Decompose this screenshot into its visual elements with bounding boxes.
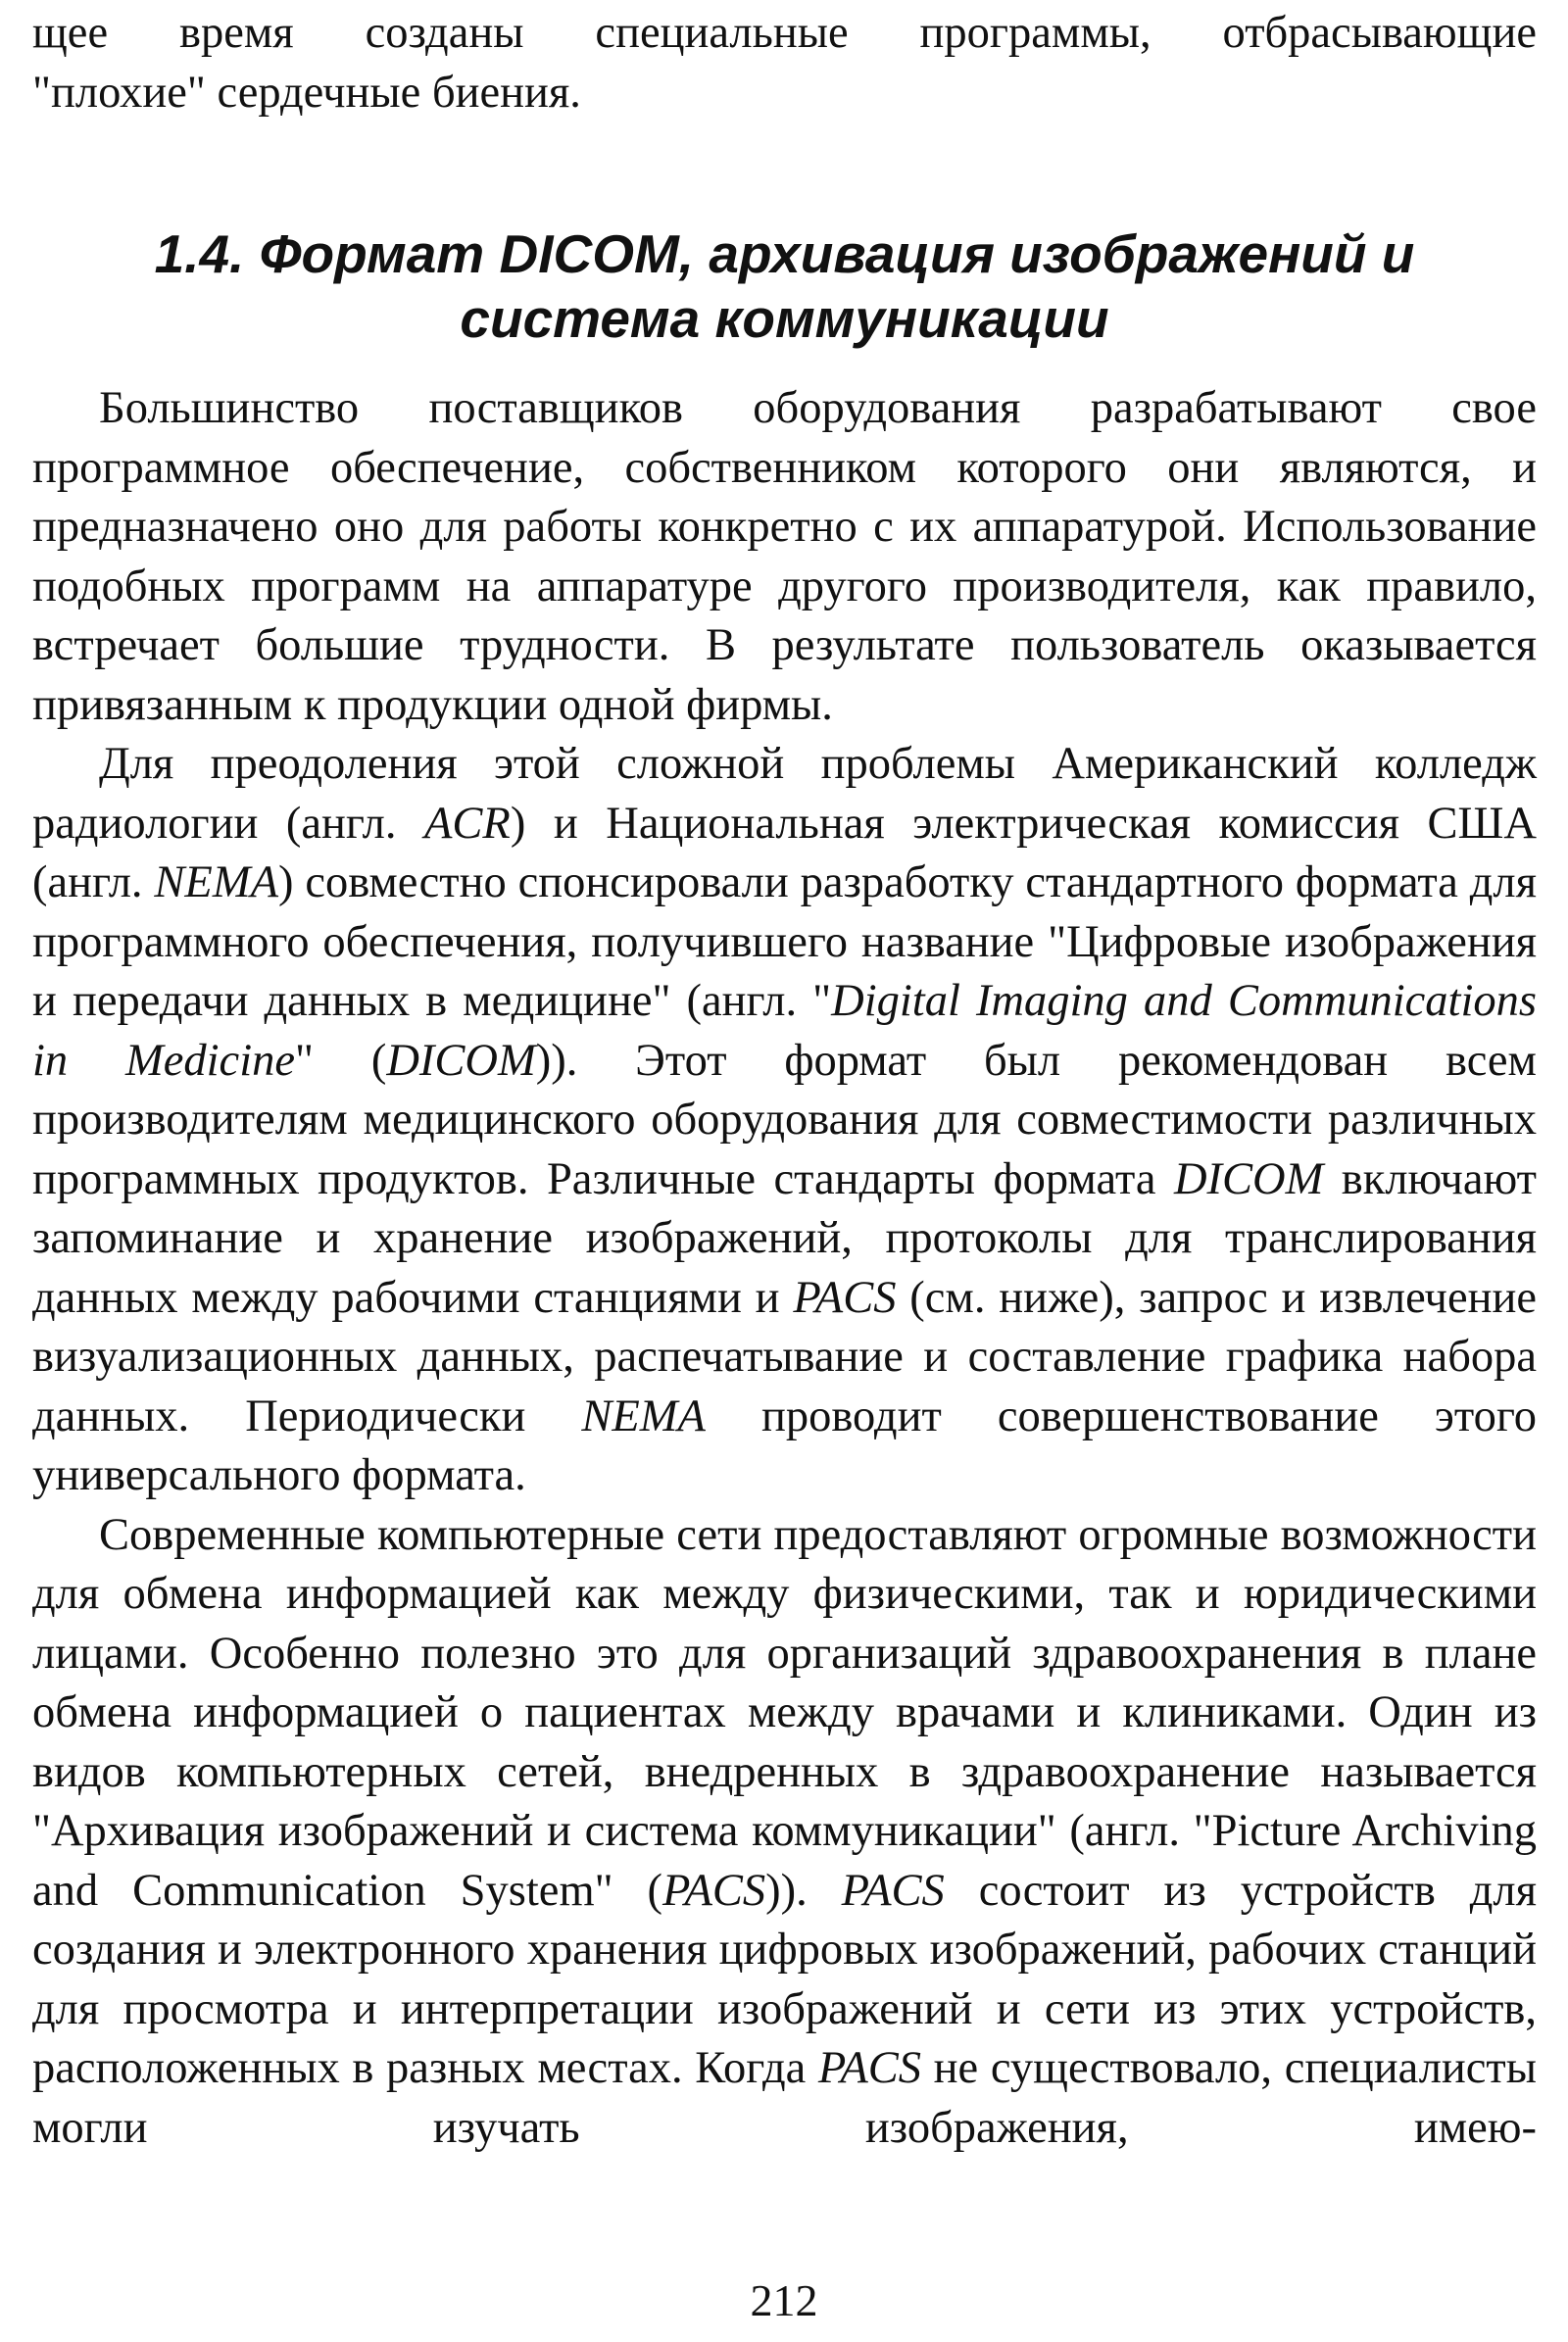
paragraph-2-text: ) и Национальная электрическая комиссия США (англ. (32, 798, 1537, 907)
paragraph-2-text: ) совместно спонсировали разработку стандартного формата для программного обеспечения, получившего название "Цифровые изображения и передачи данных в медицине" (англ. " (32, 857, 1537, 1026)
dicom-full-term: Digital Imaging and Communications in Medicine (32, 976, 1537, 1086)
pacs-term: PACS (841, 1865, 945, 1916)
paragraph-3-text: не существовало, специалисты могли изучать изображения, имею- (32, 2043, 1537, 2153)
nema-term: NEMA (154, 857, 278, 907)
paragraph-3-text: )). (765, 1865, 842, 1916)
dicom-term: DICOM (1173, 1153, 1324, 1204)
pacs-term: PACS (662, 1865, 766, 1916)
paragraph-2-text: (см. ниже), запрос и извлечение визуализационных данных, распечатывание и составление графика набора данных. Периодически (32, 1272, 1537, 1441)
paragraph-2-text: " ( (295, 1035, 387, 1086)
top-fragment-line-1: щее время созданы специальные программы, отбрасывающие (32, 8, 1537, 58)
nema-term: NEMA (581, 1391, 706, 1441)
paragraph-2 (32, 735, 1537, 1506)
section-title-line-2: система коммуникации (460, 288, 1109, 349)
paragraph-3-text: Современные компьютерные сети предоставляют огромные возможности для обмена информацией как между физическими, так и юридическими лицами. Особенно полезно это для организаций здравоохранения в плане обмена информацией о пациентах между врачами и клиниками. Один из видов компьютерных сетей, внедренных в здравоохранение называется "Архивация изображений и система коммуникации" (англ. "Picture Archiving and Communication System" ( (32, 1509, 1537, 1916)
paragraph-2-text: включают запоминание и хранение изображений, протоколы для транслирования данных между рабочими станциями и (32, 1153, 1537, 1323)
top-fragment-line-2: "плохие" сердечные биения. (32, 67, 581, 118)
section-title (32, 221, 1537, 351)
section-heading (32, 221, 1537, 351)
top-fragment (32, 4, 1537, 122)
paragraph-2-text: Для преодоления этой сложной проблемы Американский колледж радиологии (англ. (32, 739, 1537, 849)
paragraph-2-text: проводит совершенствование этого универсального формата. (32, 1391, 1537, 1500)
paragraph-3 (32, 1506, 1537, 2159)
dicom-term: DICOM (386, 1035, 536, 1086)
paragraph-3-text: состоит из устройств для создания и электронного хранения цифровых изображений, рабочих станций для просмотра и интерпретации изображений и сети из этих устройств, расположенных в разных местах. Когда (32, 1865, 1537, 2093)
body-text (32, 379, 1537, 2158)
paragraph-2-text: )). Этот формат был рекомендован всем производителям медицинского оборудования для совместимости различных программных продуктов. Различные стандарты формата (32, 1035, 1537, 1204)
pacs-term: PACS (793, 1272, 897, 1323)
page-number: 212 (750, 2275, 818, 2325)
section-title-line-1: 1.4. Формат DICOM, архивация изображений и (154, 223, 1415, 284)
paragraph-1: Большинство поставщиков оборудования разрабатывают свое программное обеспечение, собственником которого они являются, и предназначено оно для работы конкретно с их аппаратурой. Использование подобных программ на аппаратуре другого производителя, как правило, встречает большие трудности. В результате пользователь оказывается привязанным к продукции одной фирмы. (32, 383, 1537, 730)
acr-term: ACR (423, 798, 511, 849)
pacs-term: PACS (817, 2043, 922, 2093)
